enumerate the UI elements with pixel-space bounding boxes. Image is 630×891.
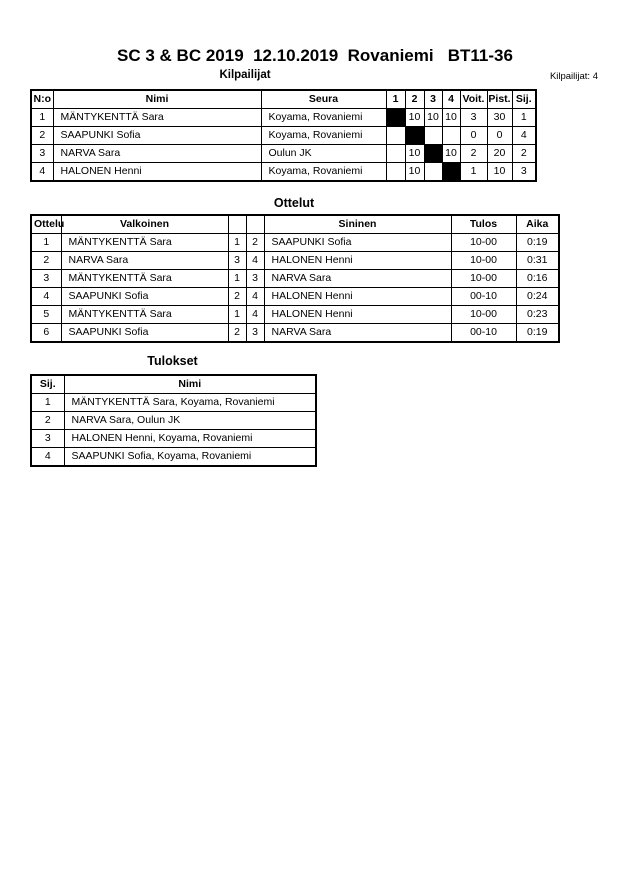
cell-match-no: 6 <box>31 324 61 343</box>
column-header-pist: Pist. <box>487 90 512 109</box>
cell-match-no: 2 <box>31 252 61 270</box>
cell-pist: 20 <box>487 145 512 163</box>
cell-sininen: SAAPUNKI Sofia <box>264 234 451 252</box>
cell-voit: 2 <box>460 145 487 163</box>
cell-aika: 0:23 <box>516 306 559 324</box>
ottelut-table <box>30 214 560 343</box>
score-cell <box>386 145 405 163</box>
cell-vnum: 2 <box>228 324 246 343</box>
table-row <box>31 448 316 467</box>
table-row <box>31 163 536 182</box>
score-cell <box>424 163 442 182</box>
column-header-3: 3 <box>424 90 442 109</box>
cell-no: 3 <box>31 145 53 163</box>
column-header-4: 4 <box>442 90 460 109</box>
table-row <box>31 306 559 324</box>
cell-vnum: 1 <box>228 270 246 288</box>
table-row <box>31 412 316 430</box>
cell-nimi: MÄNTYKENTTÄ Sara <box>53 109 261 127</box>
cell-sij: 3 <box>31 430 64 448</box>
column-header-sij: Sij. <box>512 90 536 109</box>
diagonal-cell <box>424 145 442 163</box>
cell-tulos: 10-00 <box>451 270 516 288</box>
cell-seura: Oulun JK <box>261 145 386 163</box>
cell-sij: 2 <box>31 412 64 430</box>
tulokset-heading: Tulokset <box>147 354 198 368</box>
cell-vnum: 2 <box>228 288 246 306</box>
diagonal-cell <box>442 163 460 182</box>
cell-snum: 4 <box>246 306 264 324</box>
cell-aika: 0:19 <box>516 324 559 343</box>
ottelut-header-row <box>31 215 559 234</box>
cell-no: 4 <box>31 163 53 182</box>
diagonal-cell <box>405 127 424 145</box>
score-cell <box>424 127 442 145</box>
cell-sininen: HALONEN Henni <box>264 252 451 270</box>
cell-seura: Koyama, Rovaniemi <box>261 127 386 145</box>
cell-tulos: 00-10 <box>451 324 516 343</box>
table-row <box>31 127 536 145</box>
cell-vnum: 1 <box>228 306 246 324</box>
cell-match-no: 5 <box>31 306 61 324</box>
column-header-sij: Sij. <box>31 375 64 394</box>
cell-match-no: 3 <box>31 270 61 288</box>
cell-valkoinen: MÄNTYKENTTÄ Sara <box>61 270 228 288</box>
column-header-tulos: Tulos <box>451 215 516 234</box>
tulokset-header-row <box>31 375 316 394</box>
cell-nimi: HALONEN Henni <box>53 163 261 182</box>
kilpailijat-table <box>30 89 537 182</box>
table-row <box>31 394 316 412</box>
cell-aika: 0:19 <box>516 234 559 252</box>
score-cell <box>386 163 405 182</box>
table-row <box>31 324 559 343</box>
score-cell: 10 <box>424 109 442 127</box>
column-header-aika: Aika <box>516 215 559 234</box>
cell-sij: 2 <box>512 145 536 163</box>
cell-nimi: SAAPUNKI Sofia, Koyama, Rovaniemi <box>64 448 316 467</box>
column-header-valkoinen: Valkoinen <box>61 215 228 234</box>
cell-sij: 4 <box>31 448 64 467</box>
cell-no: 1 <box>31 109 53 127</box>
cell-nimi: NARVA Sara <box>53 145 261 163</box>
score-cell <box>386 127 405 145</box>
column-header-nimi: Nimi <box>64 375 316 394</box>
cell-sininen: NARVA Sara <box>264 270 451 288</box>
score-cell: 10 <box>405 145 424 163</box>
cell-sij: 1 <box>512 109 536 127</box>
cell-sij: 3 <box>512 163 536 182</box>
cell-snum: 3 <box>246 270 264 288</box>
tulokset-table <box>30 374 317 467</box>
cell-nimi: NARVA Sara, Oulun JK <box>64 412 316 430</box>
cell-snum: 4 <box>246 252 264 270</box>
column-header-1: 1 <box>386 90 405 109</box>
cell-tulos: 00-10 <box>451 288 516 306</box>
cell-aika: 0:31 <box>516 252 559 270</box>
table-row <box>31 252 559 270</box>
column-header-vnum <box>228 215 246 234</box>
cell-valkoinen: MÄNTYKENTTÄ Sara <box>61 234 228 252</box>
cell-tulos: 10-00 <box>451 252 516 270</box>
score-cell: 10 <box>442 145 460 163</box>
cell-snum: 2 <box>246 234 264 252</box>
cell-sininen: NARVA Sara <box>264 324 451 343</box>
table-row <box>31 145 536 163</box>
cell-sij: 4 <box>512 127 536 145</box>
cell-vnum: 1 <box>228 234 246 252</box>
cell-snum: 3 <box>246 324 264 343</box>
cell-sininen: HALONEN Henni <box>264 306 451 324</box>
cell-sininen: HALONEN Henni <box>264 288 451 306</box>
column-header-snum <box>246 215 264 234</box>
cell-vnum: 3 <box>228 252 246 270</box>
cell-valkoinen: SAAPUNKI Sofia <box>61 288 228 306</box>
table-row <box>31 288 559 306</box>
table-row <box>31 430 316 448</box>
diagonal-cell <box>386 109 405 127</box>
kilpailijat-header-row <box>31 90 536 109</box>
table-row <box>31 270 559 288</box>
table-row <box>31 234 559 252</box>
column-header-ottelu: Ottelu <box>31 215 61 234</box>
score-cell: 10 <box>405 163 424 182</box>
cell-nimi: SAAPUNKI Sofia <box>53 127 261 145</box>
cell-no: 2 <box>31 127 53 145</box>
cell-voit: 1 <box>460 163 487 182</box>
cell-match-no: 1 <box>31 234 61 252</box>
column-header-seura: Seura <box>261 90 386 109</box>
cell-voit: 3 <box>460 109 487 127</box>
score-cell <box>442 127 460 145</box>
cell-pist: 10 <box>487 163 512 182</box>
table-row <box>31 109 536 127</box>
cell-aika: 0:24 <box>516 288 559 306</box>
column-header-2: 2 <box>405 90 424 109</box>
cell-tulos: 10-00 <box>451 306 516 324</box>
cell-pist: 30 <box>487 109 512 127</box>
page-title: SC 3 & BC 2019 12.10.2019 Rovaniemi BT11-36 <box>117 46 513 65</box>
score-cell: 10 <box>442 109 460 127</box>
cell-valkoinen: NARVA Sara <box>61 252 228 270</box>
cell-match-no: 4 <box>31 288 61 306</box>
cell-aika: 0:16 <box>516 270 559 288</box>
cell-nimi: HALONEN Henni, Koyama, Rovaniemi <box>64 430 316 448</box>
cell-seura: Koyama, Rovaniemi <box>261 163 386 182</box>
kilpailijat-heading: Kilpailijat <box>219 69 271 81</box>
cell-tulos: 10-00 <box>451 234 516 252</box>
cell-valkoinen: SAAPUNKI Sofia <box>61 324 228 343</box>
column-header-sininen: Sininen <box>264 215 451 234</box>
competitors-count: Kilpailijat: 4 <box>549 71 598 82</box>
cell-valkoinen: MÄNTYKENTTÄ Sara <box>61 306 228 324</box>
cell-snum: 4 <box>246 288 264 306</box>
cell-voit: 0 <box>460 127 487 145</box>
cell-sij: 1 <box>31 394 64 412</box>
cell-seura: Koyama, Rovaniemi <box>261 109 386 127</box>
ottelut-heading: Ottelut <box>273 196 315 210</box>
column-header-no: N:o <box>31 90 53 109</box>
column-header-nimi: Nimi <box>53 90 261 109</box>
cell-pist: 0 <box>487 127 512 145</box>
score-cell: 10 <box>405 109 424 127</box>
column-header-voit: Voit. <box>460 90 487 109</box>
cell-nimi: MÄNTYKENTTÄ Sara, Koyama, Rovaniemi <box>64 394 316 412</box>
